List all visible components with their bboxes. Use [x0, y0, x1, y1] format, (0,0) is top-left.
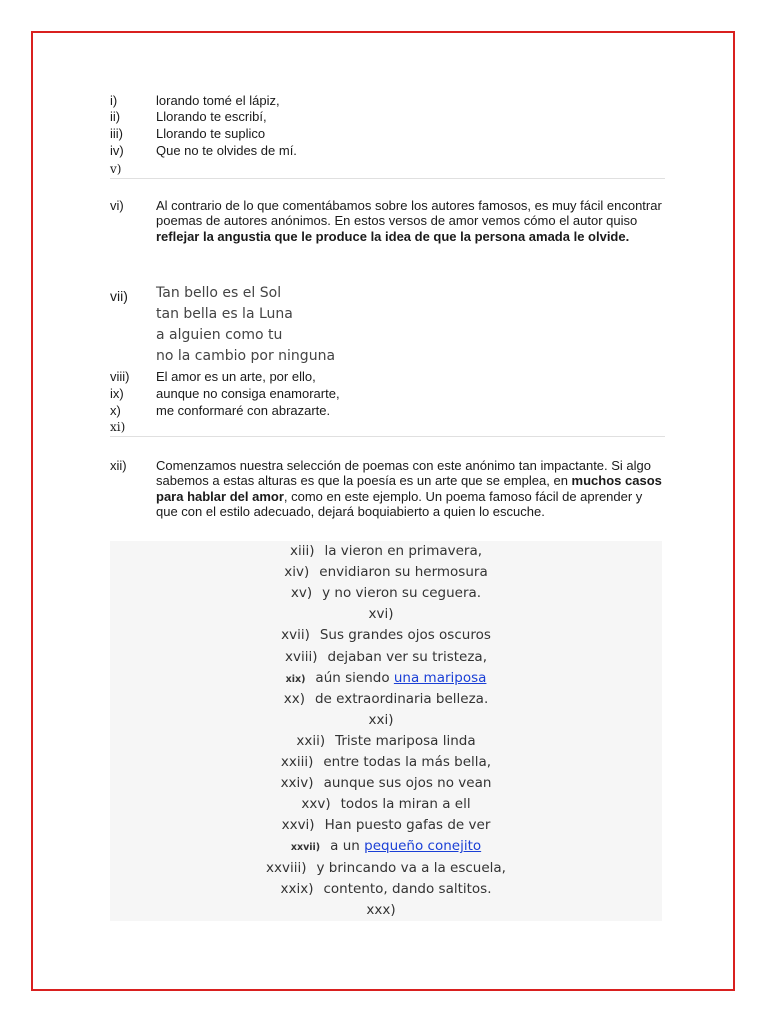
- divider: [110, 436, 665, 437]
- poem-box-line: [110, 712, 662, 728]
- line-number: xxvii): [290, 842, 321, 854]
- paragraph-bold: reflejar la angustia que le produce la idea de que la persona amada le olvide.: [156, 228, 630, 244]
- list-number: i): [110, 93, 118, 108]
- line-number: xxx): [366, 901, 396, 918]
- list-number: xii): [110, 458, 127, 473]
- poem-text: a un: [330, 838, 365, 855]
- line-number: xiii): [289, 543, 315, 559]
- poem-box-line: [110, 733, 662, 749]
- line-number: xix): [285, 673, 306, 685]
- line-number: xxiv): [280, 775, 314, 792]
- poem-box-line: [110, 691, 662, 707]
- poem-text: y brincando va a la escuela,: [316, 859, 506, 876]
- paragraph-text: Al contrario de lo que comentábamos sobre los autores famosos, es muy fácil encontrar poemas de autores anónimos. En estos versos de amor vemos cómo el autor quiso: [156, 198, 662, 229]
- list-number: viii): [110, 369, 130, 384]
- line-number: xxv): [301, 796, 331, 813]
- poem-text: Sus grandes ojos oscuros: [319, 627, 491, 644]
- list-number: vi): [110, 198, 124, 213]
- verse-line: Llorando te suplico: [156, 126, 266, 141]
- poem-line: a alguien como tu: [156, 327, 283, 343]
- verse-line: lorando tomé el lápiz,: [156, 93, 280, 108]
- poem-box-line: [110, 649, 662, 665]
- line-number: xvii): [281, 627, 310, 644]
- list-number: x): [110, 403, 121, 418]
- poem-box-line: [110, 543, 662, 559]
- poem-box-line: [110, 775, 662, 791]
- verse-line: aunque no consiga enamorarte,: [156, 386, 340, 401]
- divider: [110, 178, 665, 179]
- poem-text: Triste mariposa linda: [335, 732, 476, 749]
- list-number: v): [110, 162, 122, 176]
- poem-text: la vieron en primavera,: [324, 543, 483, 559]
- line-number: xvi): [368, 606, 394, 623]
- poem-link[interactable]: pequeño conejito: [364, 838, 482, 855]
- poem-text: aunque sus ojos no vean: [323, 775, 492, 792]
- line-number: xv): [290, 585, 313, 602]
- verse-line: El amor es un arte, por ello,: [156, 369, 316, 384]
- list-number: vii): [110, 288, 128, 304]
- paragraph-bold: muchos casos para hablar del amor: [156, 473, 662, 504]
- verse-line: Llorando te escribí,: [156, 109, 267, 124]
- line-number: xxviii): [266, 859, 307, 876]
- poem-text: envidiaron su hermosura: [319, 564, 488, 581]
- line-number: xxvi): [281, 817, 315, 834]
- paragraph-text: , como en este ejemplo. Un poema famoso fácil de aprender y que con el estilo adecuado, dejará boquiabierto a quien lo escuche.: [156, 488, 643, 520]
- verse-line: Que no te olvides de mí.: [156, 143, 297, 158]
- poem-link[interactable]: una mariposa: [393, 669, 487, 686]
- line-number: xx): [283, 690, 305, 707]
- list-number: xi): [110, 420, 126, 434]
- poem-box-line: [110, 670, 662, 686]
- line-number: xxii): [296, 732, 326, 749]
- poem-text: todos la miran a ell: [340, 796, 471, 813]
- poem-text: Han puesto gafas de ver: [324, 817, 491, 834]
- poem-text: dejaban ver su tristeza,: [327, 648, 487, 665]
- poem-text: entre todas la más bella,: [323, 754, 492, 770]
- poem-box-line: [110, 902, 662, 918]
- verse-line: me conformaré con abrazarte.: [156, 403, 331, 418]
- poem-text: de extraordinaria belleza.: [314, 690, 489, 707]
- poem-box-line: [110, 860, 662, 876]
- poem-box-line: [110, 754, 662, 770]
- poem-box-line: [110, 796, 662, 812]
- list-number: iv): [110, 143, 124, 158]
- poem-box-line: [110, 817, 662, 833]
- paragraph-text: Comenzamos nuestra selección de poemas con este anónimo tan impactante. Si algo sabemos a estas alturas es que la poesía es un arte que se emplea, en: [156, 458, 652, 489]
- poem-box-line: [110, 606, 662, 622]
- list-number: ix): [110, 386, 124, 401]
- poem-text: aún siendo: [315, 669, 394, 686]
- poem-box-line: [110, 564, 662, 580]
- line-number: xviii): [285, 648, 318, 665]
- poem-text: contento, dando saltitos.: [323, 880, 492, 897]
- paragraph: [156, 458, 662, 520]
- poem-line: Tan bello es el Sol: [156, 285, 282, 301]
- line-number: xxiii): [280, 754, 314, 770]
- poem-box-line: [110, 838, 662, 854]
- poem-box-line: [110, 585, 662, 601]
- list-number: ii): [110, 109, 121, 124]
- line-number: xiv): [284, 564, 310, 581]
- paragraph: [156, 198, 662, 244]
- poem-box-line: [110, 881, 662, 897]
- poem-line: tan bella es la Luna: [156, 306, 293, 322]
- poem-text: y no vieron su ceguera.: [322, 585, 482, 602]
- poem-box-line: [110, 627, 662, 643]
- line-number: xxix): [280, 880, 314, 897]
- list-number: iii): [110, 126, 123, 141]
- poem-line: no la cambio por ninguna: [156, 348, 336, 364]
- line-number: xxi): [368, 711, 394, 728]
